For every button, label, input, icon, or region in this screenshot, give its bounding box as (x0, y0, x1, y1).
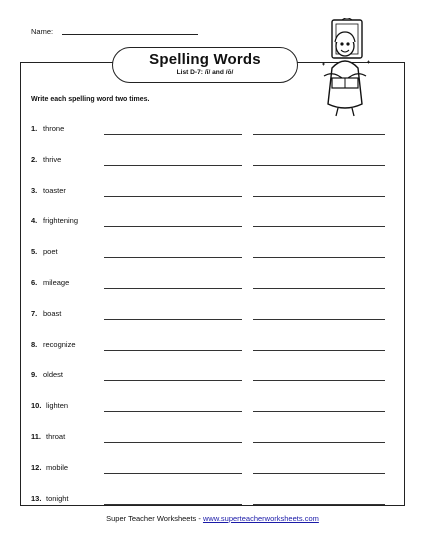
footer (0, 514, 425, 523)
word-number: 5. (31, 247, 38, 257)
mascot-illustration (318, 18, 372, 118)
write-line-second[interactable] (253, 319, 385, 320)
word-number: 13. (31, 493, 42, 503)
write-line-second[interactable] (253, 226, 385, 227)
spelling-word: boast (43, 308, 62, 318)
word-row (31, 309, 391, 323)
spelling-word: mobile (46, 462, 69, 472)
write-line-second[interactable] (253, 380, 385, 381)
word-row (31, 432, 391, 446)
word-row (31, 494, 391, 508)
word-row (31, 278, 391, 292)
write-line-second[interactable] (253, 165, 385, 166)
write-line-first[interactable] (104, 319, 242, 320)
worksheet-title: Spelling Words (149, 51, 261, 68)
word-row (31, 463, 391, 477)
write-line-first[interactable] (104, 288, 242, 289)
spelling-word: throne (43, 124, 65, 133)
write-line-second[interactable] (253, 442, 385, 443)
word-number: 1. (31, 124, 38, 133)
instructions-text: Write each spelling word two times. (31, 96, 150, 103)
write-line-first[interactable] (104, 134, 242, 135)
word-number: 9. (31, 370, 38, 380)
word-number: 6. (31, 278, 38, 287)
write-line-first[interactable] (104, 504, 242, 505)
word-number: 11. (31, 432, 42, 441)
write-line-second[interactable] (253, 196, 385, 197)
write-line-first[interactable] (104, 380, 242, 381)
word-row (31, 186, 391, 200)
word-number: 3. (31, 185, 38, 195)
write-line-second[interactable] (253, 288, 385, 289)
word-number: 8. (31, 339, 38, 349)
word-number: 2. (31, 154, 38, 164)
write-line-second[interactable] (253, 134, 385, 135)
word-row (31, 155, 391, 169)
word-row (31, 340, 391, 354)
word-number: 4. (31, 216, 38, 226)
spelling-word: frightening (43, 216, 79, 226)
word-row (31, 216, 391, 230)
write-line-second[interactable] (253, 504, 385, 505)
word-number: 7. (31, 308, 38, 318)
write-line-first[interactable] (104, 257, 242, 258)
word-number: 12. (31, 462, 42, 472)
list-subtitle: List D-7: /ī/ and /ō/ (176, 69, 234, 76)
write-line-first[interactable] (104, 442, 242, 443)
spelling-word: poet (43, 247, 58, 257)
spelling-word: oldest (43, 370, 64, 380)
write-line-second[interactable] (253, 350, 385, 351)
footer-link[interactable]: www.superteacherworksheets.com (202, 514, 319, 523)
word-number: 10. (31, 401, 42, 411)
spelling-word: recognize (43, 339, 76, 349)
spelling-word: lighten (46, 401, 69, 411)
write-line-first[interactable] (104, 196, 242, 197)
word-row (31, 247, 391, 261)
name-label: Name: (31, 27, 54, 36)
title-banner (112, 47, 298, 83)
spelling-word: tonight (46, 493, 69, 503)
footer-text: Super Teacher Worksheets - (106, 514, 203, 523)
spelling-word: mileage (43, 278, 70, 287)
word-row (31, 401, 391, 415)
write-line-second[interactable] (253, 411, 385, 412)
write-line-first[interactable] (104, 411, 242, 412)
write-line-first[interactable] (104, 226, 242, 227)
write-line-first[interactable] (104, 473, 242, 474)
word-row (31, 370, 391, 384)
write-line-first[interactable] (104, 165, 242, 166)
spelling-word: throat (46, 432, 66, 441)
word-row (31, 124, 391, 138)
spelling-word: toaster (43, 185, 66, 195)
write-line-second[interactable] (253, 473, 385, 474)
write-line-second[interactable] (253, 257, 385, 258)
name-line[interactable] (62, 34, 198, 35)
write-line-first[interactable] (104, 350, 242, 351)
spelling-word: thrive (43, 154, 62, 164)
